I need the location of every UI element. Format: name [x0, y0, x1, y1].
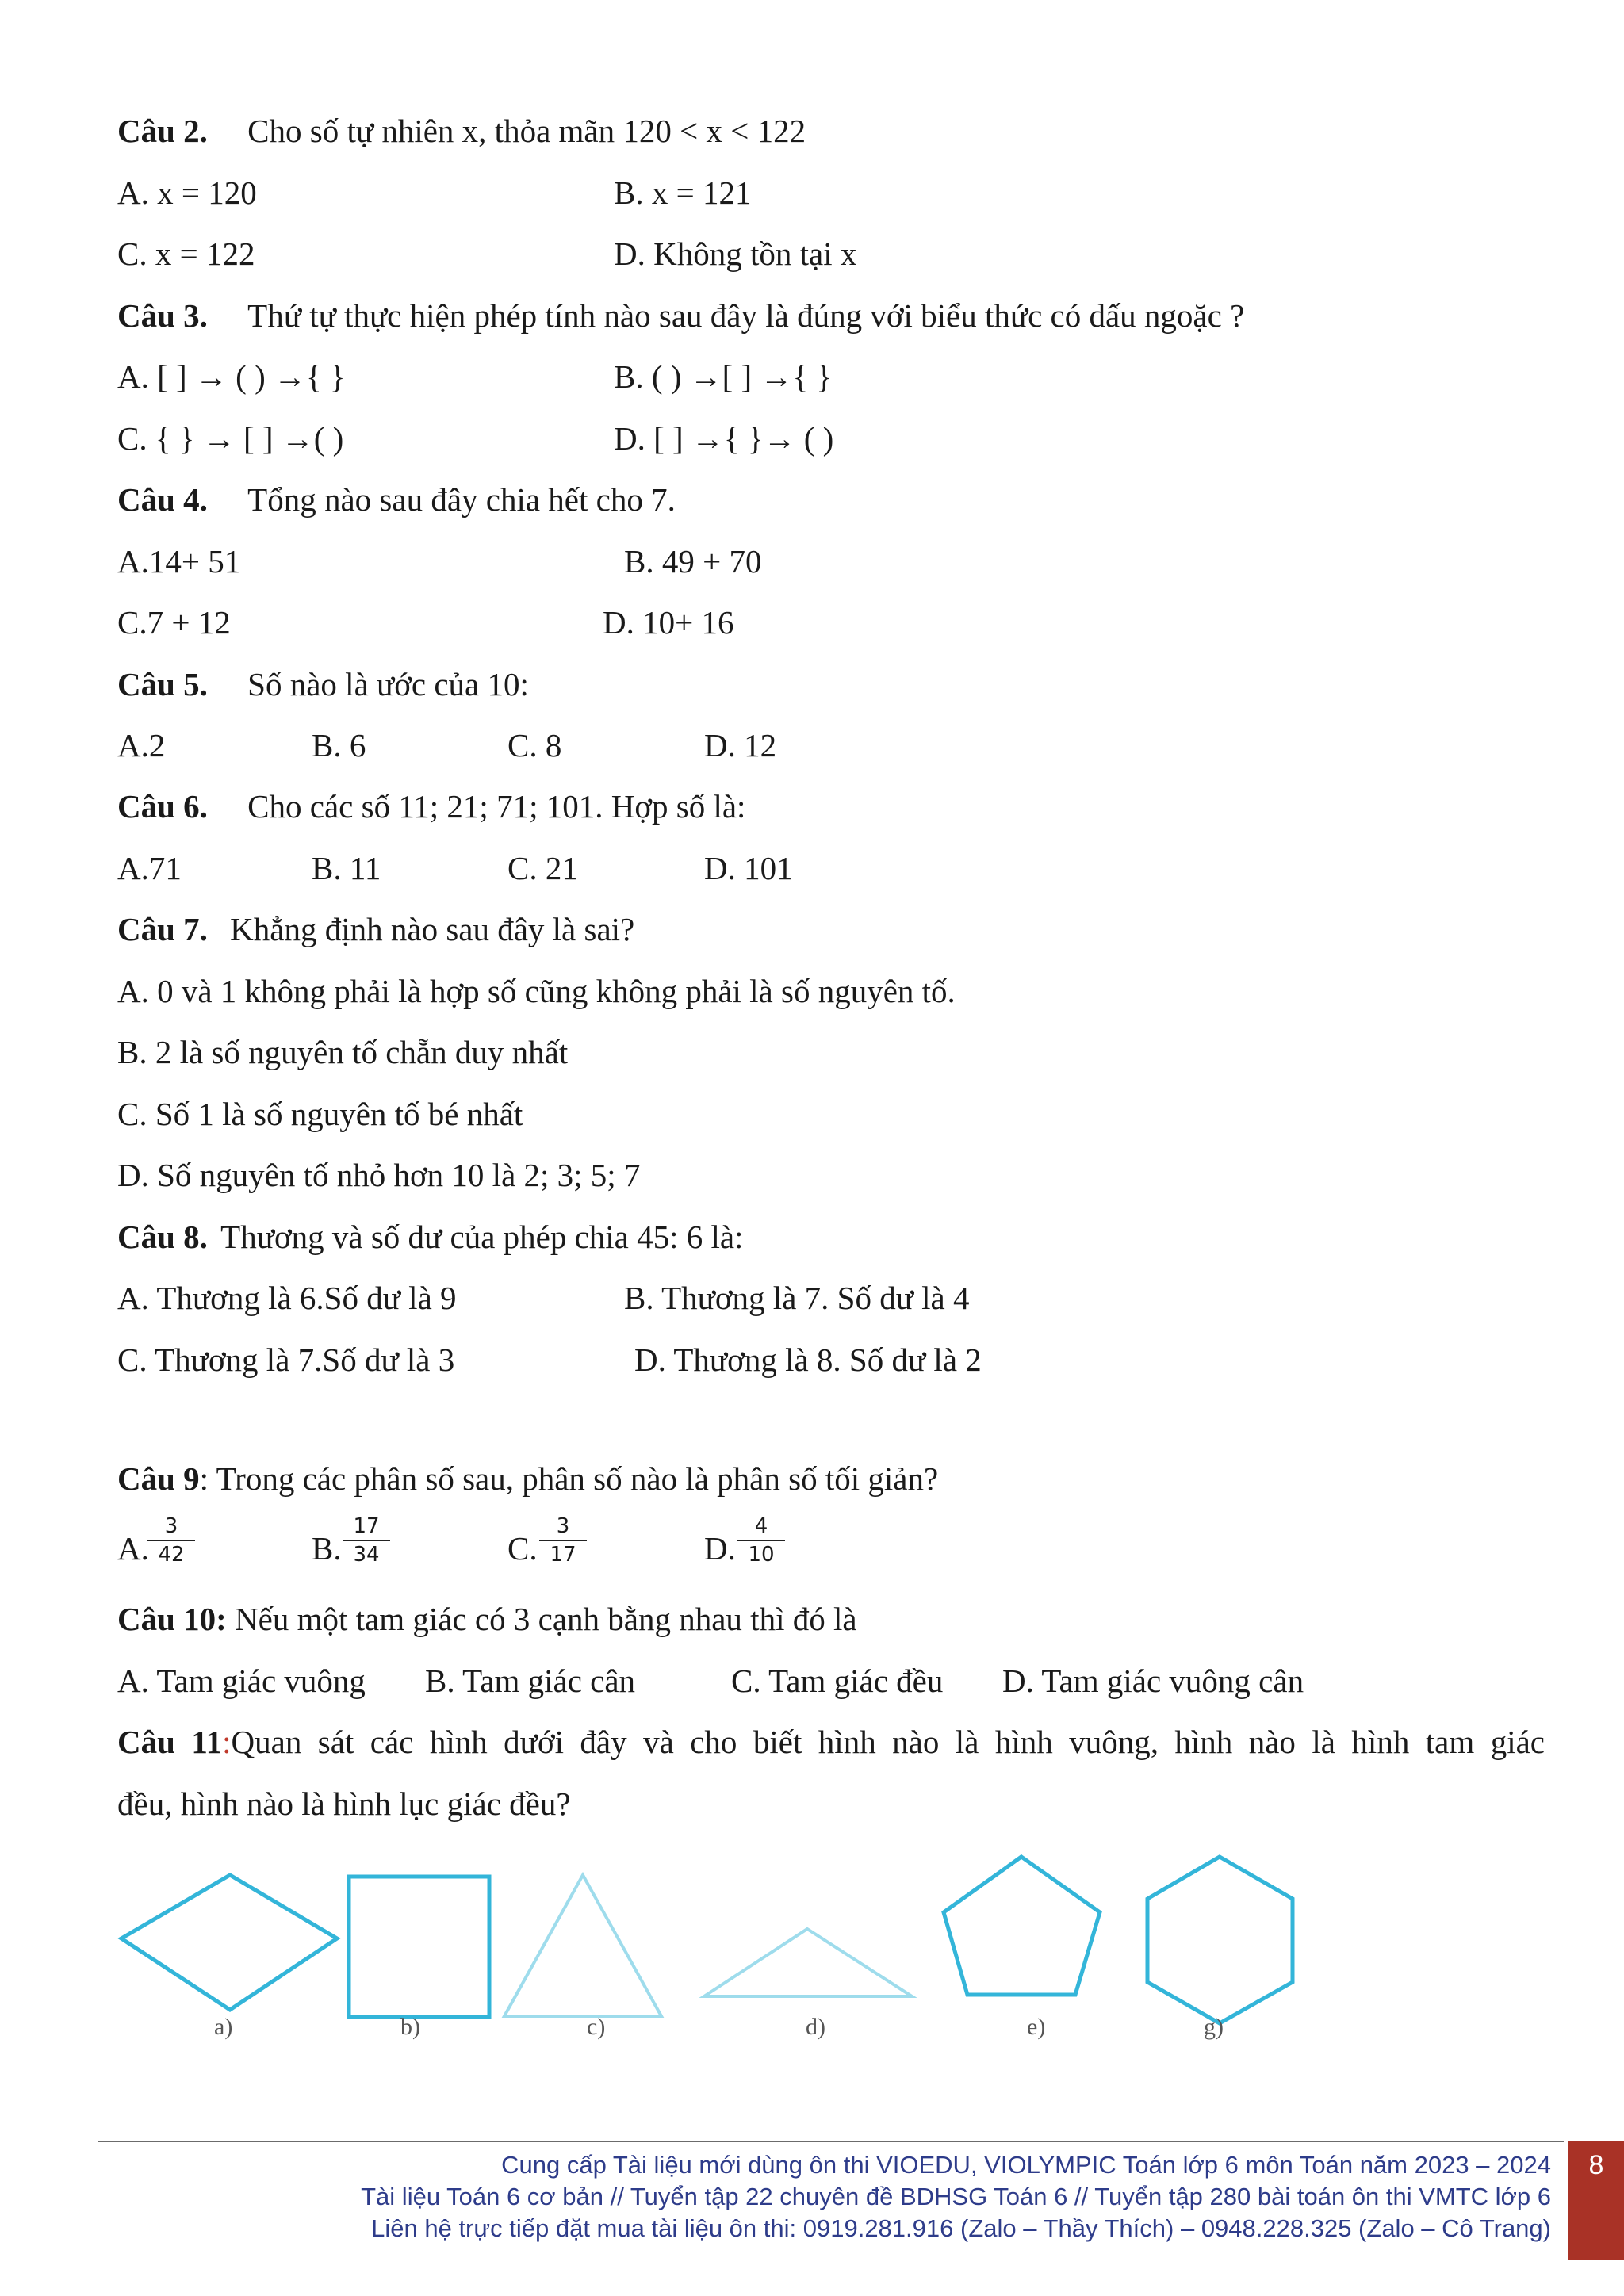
option-a: A.14+ 51	[117, 543, 241, 580]
shape-label-a: a)	[214, 2014, 233, 2040]
shapes-figure	[0, 1839, 1624, 2077]
shape-label-b: b)	[400, 2014, 420, 2040]
fraction-numerator: 3	[539, 1514, 587, 1541]
page-number: 8	[1588, 2150, 1604, 2180]
fraction-denominator: 10	[748, 1543, 775, 1567]
option-a-fraction	[147, 1514, 195, 1567]
option-b: B. x = 121	[614, 174, 752, 211]
shape-label-c: c)	[587, 2014, 606, 2040]
question-10	[117, 1599, 857, 1639]
question-11-continued: đều, hình nào là hình lục giác đều?	[117, 1785, 571, 1822]
regular-hexagon-shape	[1147, 1857, 1293, 2023]
isosceles-triangle-shape	[704, 1929, 912, 1996]
option-b: B. ( ) →[ ] →{ }	[614, 358, 833, 395]
question-text: Tổng nào sau đây chia hết cho 7.	[247, 481, 676, 518]
option-b: B. 6	[312, 727, 366, 763]
question-text: Khẳng định nào sau đây là sai?	[230, 911, 635, 947]
question-4	[117, 480, 676, 519]
option-d-fraction	[737, 1514, 785, 1567]
shape-label-e: e)	[1027, 2014, 1046, 2040]
fraction-numerator: 4	[737, 1514, 785, 1541]
option-c-prefix: C.	[508, 1530, 538, 1567]
option-c: C.7 + 12	[117, 604, 231, 641]
option-c: C. { } → [ ] →( )	[117, 420, 344, 457]
option-b-fraction	[343, 1514, 390, 1567]
option-a: A.2	[117, 727, 166, 763]
question-label: Câu 2.	[117, 113, 208, 149]
question-9	[117, 1459, 938, 1498]
option-a: A.71	[117, 850, 182, 886]
question-text: Nếu một tam giác có 3 cạnh bằng nhau thì đó là	[235, 1601, 857, 1637]
question-label: Câu 10:	[117, 1601, 227, 1637]
question-label: Câu 8.	[117, 1219, 208, 1255]
footer-line-1: Cung cấp Tài liệu mới dùng ôn thi VIOEDU, VIOLYMPIC Toán lớp 6 môn Toán năm 2023 – 2024	[501, 2151, 1551, 2179]
option-d-prefix: D.	[704, 1530, 736, 1567]
option-a: A. 0 và 1 không phải là hợp số cũng không phải là số nguyên tố.	[117, 973, 956, 1009]
question-text: Cho các số 11; 21; 71; 101. Hợp số là:	[247, 788, 746, 825]
question-5	[117, 664, 529, 704]
question-label: Câu 4.	[117, 481, 208, 518]
question-text: Thương và số dư của phép chia 45: 6 là:	[220, 1219, 744, 1255]
footer-line-3: Liên hệ trực tiếp đặt mua tài liệu ôn thi: 0919.281.916 (Zalo – Thầy Thích) – 0948.228.325 (Zalo – Cô Trang)	[371, 2214, 1551, 2242]
option-a-prefix: A.	[117, 1530, 149, 1567]
question-text: : Trong các phân số sau, phân số nào là phân số tối giản?	[199, 1460, 939, 1497]
option-d: D. [ ] →{ }→ ( )	[614, 420, 834, 457]
regular-pentagon-shape	[944, 1857, 1100, 1995]
footer-divider	[98, 2141, 1564, 2142]
question-6	[117, 786, 745, 826]
question-3	[117, 296, 1244, 335]
option-c: C. 8	[508, 727, 562, 763]
option-d: D. 12	[704, 727, 777, 763]
option-b: B. 11	[312, 850, 381, 886]
question-colon: :	[222, 1724, 232, 1760]
option-c: C. Thương là 7.Số dư là 3	[117, 1341, 455, 1378]
question-label: Câu 11	[117, 1724, 223, 1760]
option-a: A. x = 120	[117, 174, 257, 211]
question-label: Câu 9	[117, 1460, 200, 1497]
option-a: A. Thương là 6.Số dư là 9	[117, 1280, 457, 1316]
square-shape	[349, 1877, 489, 2017]
question-text: Thứ tự thực hiện phép tính nào sau đây là đúng với biểu thức có dấu ngoặc ?	[247, 297, 1245, 334]
option-d: D. Tam giác vuông cân	[1002, 1663, 1304, 1699]
question-8	[117, 1217, 744, 1257]
rhombus-shape	[121, 1875, 337, 2010]
footer-line-2: Tài liệu Toán 6 cơ bản // Tuyển tập 22 chuyên đề BDHSG Toán 6 // Tuyển tập 280 bài toán ôn thi VMTC lớp 6	[361, 2183, 1551, 2210]
option-b-prefix: B.	[312, 1530, 342, 1567]
shape-label-d: d)	[806, 2014, 825, 2040]
shape-label-g: g)	[1204, 2014, 1224, 2040]
option-b: B. Thương là 7. Số dư là 4	[624, 1280, 970, 1316]
option-c: C. Tam giác đều	[731, 1663, 944, 1699]
option-d: D. 101	[704, 850, 793, 886]
option-a: A. [ ] → ( ) →{ }	[117, 358, 346, 395]
question-label: Câu 7.	[117, 911, 208, 947]
option-a: A. Tam giác vuông	[117, 1663, 366, 1699]
option-c: C. 21	[508, 850, 578, 886]
question-11	[117, 1722, 1545, 1762]
question-label: Câu 3.	[117, 297, 208, 334]
option-d: D. Không tồn tại x	[614, 235, 857, 272]
option-d: D. 10+ 16	[603, 604, 734, 641]
fraction-numerator: 3	[147, 1514, 195, 1541]
equilateral-triangle-shape	[504, 1875, 661, 2016]
option-c-fraction	[539, 1514, 587, 1567]
option-b: B. Tam giác cân	[425, 1663, 636, 1699]
option-c: C. x = 122	[117, 235, 255, 272]
option-b: B. 49 + 70	[624, 543, 762, 580]
fraction-denominator: 17	[550, 1543, 576, 1567]
option-d: D. Thương là 8. Số dư là 2	[634, 1341, 982, 1378]
question-7	[117, 909, 634, 949]
option-c: C. Số 1 là số nguyên tố bé nhất	[117, 1096, 523, 1132]
question-text: Quan sát các hình dưới đây và cho biết hình nào là hình vuông, hình nào là hình tam giác	[231, 1724, 1545, 1760]
option-b: B. 2 là số nguyên tố chẵn duy nhất	[117, 1034, 569, 1070]
question-text: Cho số tự nhiên x, thỏa mãn 120 < x < 122	[247, 113, 806, 149]
page-number-box	[1568, 2141, 1624, 2260]
option-d: D. Số nguyên tố nhỏ hơn 10 là 2; 3; 5; 7	[117, 1157, 641, 1193]
fraction-denominator: 42	[158, 1543, 185, 1567]
fraction-denominator: 34	[353, 1543, 380, 1567]
question-label: Câu 5.	[117, 666, 208, 702]
question-text: Số nào là ước của 10:	[247, 666, 529, 702]
question-label: Câu 6.	[117, 788, 208, 825]
question-2	[117, 111, 806, 151]
fraction-numerator: 17	[343, 1514, 390, 1541]
